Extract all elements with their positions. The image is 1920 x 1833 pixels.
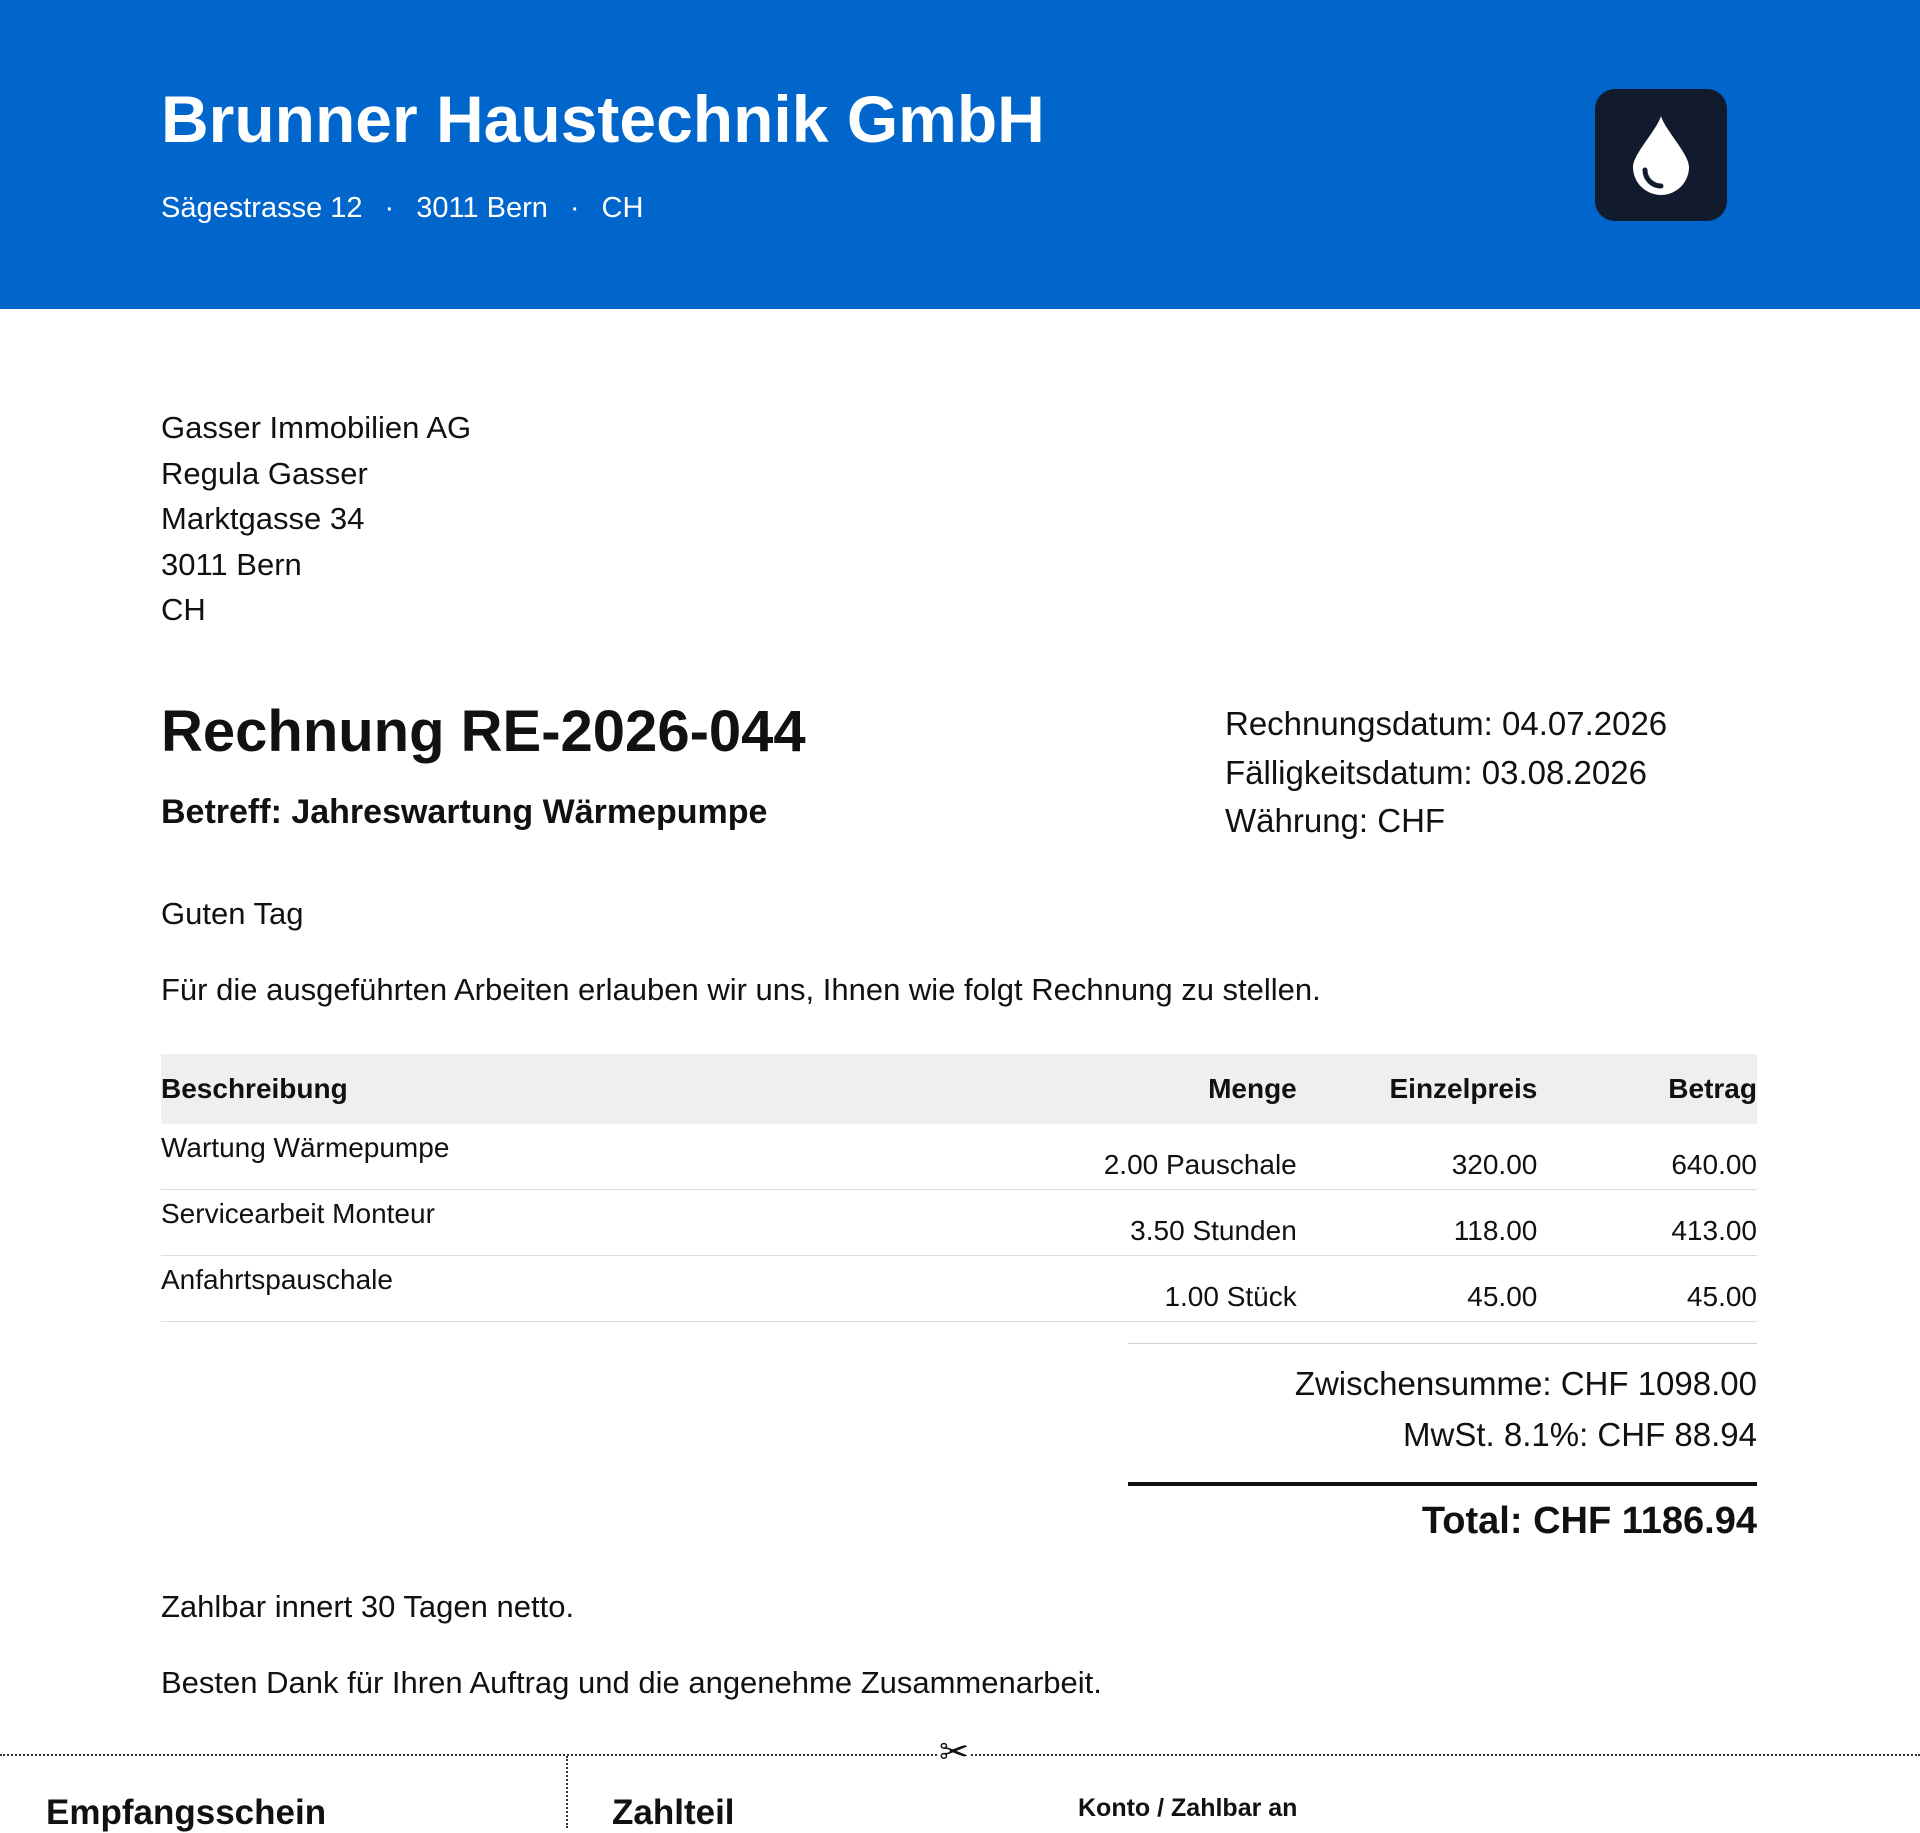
invoice-date: Rechnungsdatum: 04.07.2026: [1225, 705, 1668, 742]
item-unit-price: 118.00: [1297, 1190, 1538, 1256]
recipient-country: CH: [161, 592, 206, 627]
company-city: 3011 Bern: [416, 192, 548, 224]
item-unit-price: 45.00: [1297, 1256, 1538, 1322]
recipient-contact: Regula Gasser: [161, 455, 368, 491]
closing-thanks: Besten Dank für Ihren Auftrag und die angenehme Zusammenarbeit.: [161, 1665, 1102, 1700]
company-street: Sägestrasse 12: [161, 192, 363, 224]
item-amount: 413.00: [1537, 1190, 1757, 1256]
receipt-title: Empfangsschein: [46, 1793, 327, 1832]
address-separator: ·: [384, 192, 395, 224]
item-amount: 45.00: [1537, 1256, 1757, 1322]
item-quantity: 2.00 Pauschale: [968, 1124, 1297, 1190]
total-divider: [1128, 1482, 1757, 1486]
invoice-title: Rechnung RE-2026-044: [161, 699, 806, 764]
subtotal: Zwischensumme: CHF 1098.00: [1294, 1365, 1757, 1402]
company-name: Brunner Haustechnik GmbH: [161, 82, 1045, 156]
water-drop-icon: [1630, 114, 1692, 196]
line-items-table: [161, 1054, 1757, 1322]
table-row: [161, 1256, 1757, 1322]
scissors-icon: ✂: [939, 1731, 970, 1772]
column-header-amount: Betrag: [1537, 1054, 1757, 1124]
column-header-quantity: Menge: [968, 1054, 1297, 1124]
payment-part-title: Zahlteil: [612, 1793, 735, 1832]
totals-divider: [1128, 1343, 1757, 1344]
item-description: Wartung Wärmepumpe: [161, 1124, 968, 1190]
column-header-description: Beschreibung: [161, 1054, 968, 1124]
totals-block: [1128, 1343, 1757, 1543]
item-quantity: 3.50 Stunden: [968, 1190, 1297, 1256]
company-country: CH: [601, 192, 644, 224]
vat: MwSt. 8.1%: CHF 88.94: [1403, 1416, 1757, 1453]
column-header-unit-price: Einzelpreis: [1297, 1054, 1538, 1124]
recipient-company: Gasser Immobilien AG: [161, 410, 472, 445]
company-logo: [1595, 89, 1727, 221]
account-label: Konto / Zahlbar an: [1078, 1794, 1298, 1822]
item-quantity: 1.00 Stück: [968, 1256, 1297, 1322]
due-date: Fälligkeitsdatum: 03.08.2026: [1225, 753, 1647, 791]
item-unit-price: 320.00: [1297, 1124, 1538, 1190]
table-header-row: [161, 1054, 1757, 1124]
item-amount: 640.00: [1537, 1124, 1757, 1190]
currency: Währung: CHF: [1225, 802, 1446, 839]
intro-text: Für die ausgeführten Arbeiten erlauben wir uns, Ihnen wie folgt Rechnung zu stellen.: [161, 972, 1321, 1007]
payment-terms: Zahlbar innert 30 Tagen netto.: [161, 1589, 575, 1624]
table-row: [161, 1190, 1757, 1256]
invoice-meta: [1225, 700, 1667, 846]
recipient-street: Marktgasse 34: [161, 501, 365, 536]
recipient-address: [161, 405, 471, 633]
address-separator: ·: [569, 192, 580, 224]
invoice-subject: Betreff: Jahreswartung Wärmepumpe: [161, 793, 768, 831]
recipient-city: 3011 Bern: [161, 546, 302, 582]
item-description: Anfahrtspauschale: [161, 1256, 968, 1322]
item-description: Servicearbeit Monteur: [161, 1190, 968, 1256]
table-row: [161, 1124, 1757, 1190]
slip-separator: [566, 1756, 568, 1828]
company-header: [0, 0, 1920, 309]
company-address: [161, 192, 643, 225]
greeting: Guten Tag: [161, 896, 304, 931]
grand-total: Total: CHF 1186.94: [1421, 1500, 1757, 1542]
